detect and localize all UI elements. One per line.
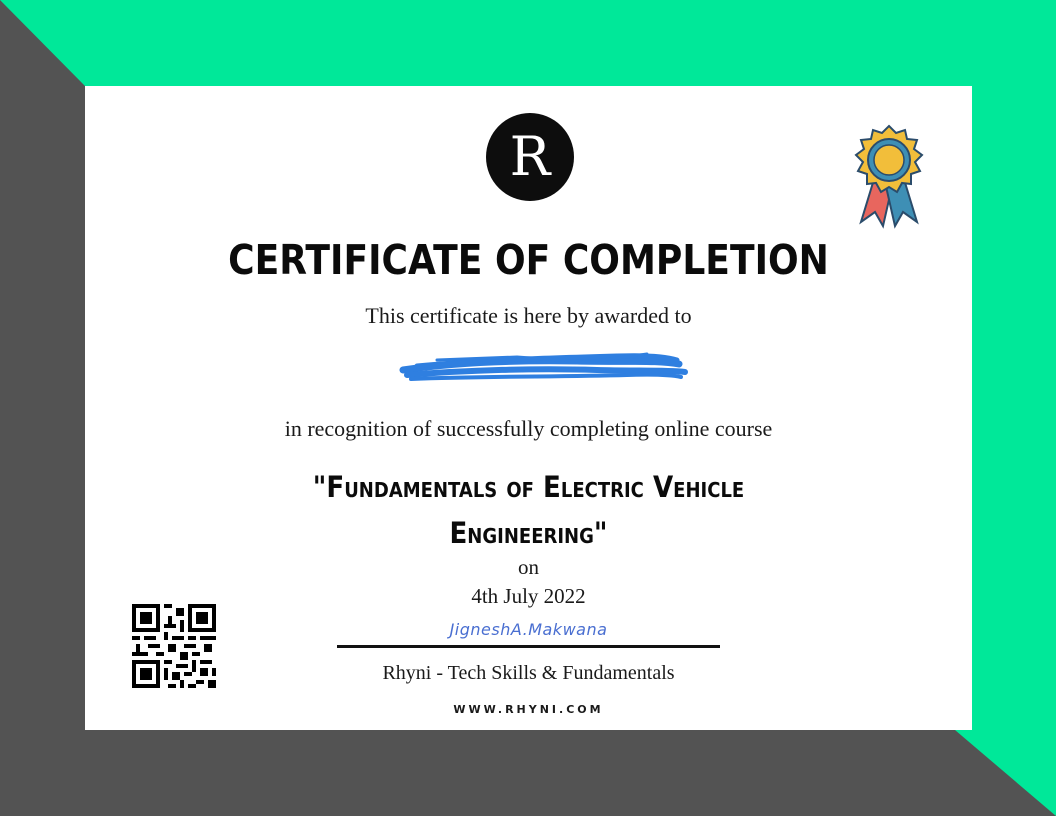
award-ribbon-icon [853, 124, 925, 230]
certificate-card [85, 86, 972, 730]
signature: JigneshA.Makwana [449, 620, 608, 639]
signature-line [337, 645, 720, 648]
certificate-title: CERTIFICATE OF COMPLETION [228, 236, 829, 284]
r-logo-icon [486, 113, 574, 201]
website-url: WWW.RHYNI.COM [453, 703, 604, 716]
recognition-text: in recognition of successfully completing online course [284, 416, 773, 441]
organization-name: Rhyni - Tech Skills & Fundamentals [382, 662, 675, 684]
logo-letter: R [509, 125, 551, 188]
completion-date: 4th July 2022 [471, 584, 586, 608]
redacted-recipient-name [397, 348, 689, 388]
course-title: "Fundamentals of Electric Vehicle Engineering" [312, 470, 745, 550]
awarded-to-text: This certificate is here by awarded to [365, 303, 692, 328]
on-text: on [518, 555, 539, 579]
